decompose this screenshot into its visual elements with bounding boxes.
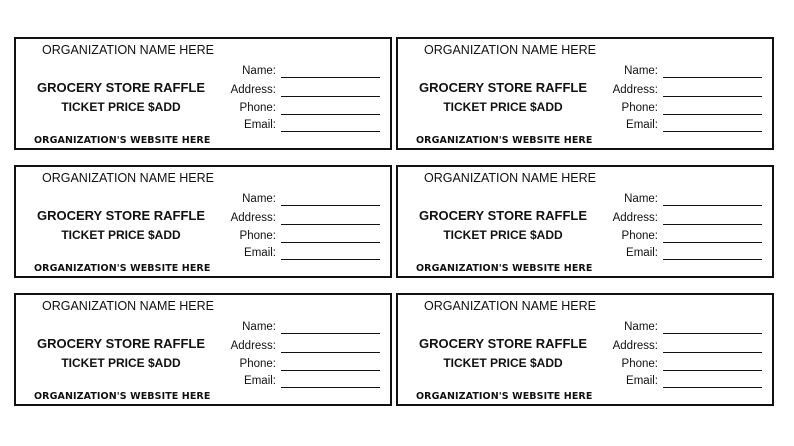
organization-website: ORGANIZATION'S WEBSITE HERE	[416, 135, 593, 146]
raffle-title: GROCERY STORE RAFFLE	[36, 80, 206, 95]
address-field-line[interactable]	[663, 340, 762, 353]
email-field-line[interactable]	[663, 247, 762, 260]
organization-name: ORGANIZATION NAME HERE	[424, 43, 597, 57]
email-field-line[interactable]	[281, 375, 380, 388]
phone-field-line[interactable]	[281, 358, 380, 371]
raffle-ticket	[14, 37, 392, 150]
email-label: Email:	[244, 375, 276, 387]
phone-field-line[interactable]	[663, 230, 762, 243]
name-label: Name:	[624, 193, 658, 205]
raffle-title: GROCERY STORE RAFFLE	[36, 208, 206, 223]
address-label: Address:	[612, 212, 658, 224]
organization-name: ORGANIZATION NAME HERE	[424, 299, 597, 313]
phone-label: Phone:	[621, 102, 658, 114]
ticket-price: TICKET PRICE $ADD	[443, 100, 563, 114]
email-field-line[interactable]	[663, 119, 762, 132]
raffle-ticket	[396, 293, 774, 406]
name-label: Name:	[624, 321, 658, 333]
organization-name: ORGANIZATION NAME HERE	[42, 43, 215, 57]
name-field-line[interactable]	[663, 65, 762, 78]
organization-website: ORGANIZATION'S WEBSITE HERE	[34, 391, 211, 402]
name-field-line[interactable]	[663, 321, 762, 334]
email-label: Email:	[626, 247, 658, 259]
address-label: Address:	[230, 84, 276, 96]
address-label: Address:	[230, 212, 276, 224]
ticket-price: TICKET PRICE $ADD	[61, 228, 181, 242]
organization-name: ORGANIZATION NAME HERE	[42, 299, 215, 313]
name-label: Name:	[242, 321, 276, 333]
phone-field-line[interactable]	[281, 230, 380, 243]
organization-website: ORGANIZATION'S WEBSITE HERE	[34, 263, 211, 274]
email-label: Email:	[244, 119, 276, 131]
organization-website: ORGANIZATION'S WEBSITE HERE	[416, 263, 593, 274]
phone-field-line[interactable]	[663, 358, 762, 371]
raffle-ticket	[14, 293, 392, 406]
organization-name: ORGANIZATION NAME HERE	[424, 171, 597, 185]
raffle-ticket	[396, 165, 774, 278]
ticket-price: TICKET PRICE $ADD	[443, 356, 563, 370]
phone-label: Phone:	[239, 230, 276, 242]
email-label: Email:	[244, 247, 276, 259]
ticket-price: TICKET PRICE $ADD	[443, 228, 563, 242]
name-label: Name:	[624, 65, 658, 77]
address-field-line[interactable]	[281, 340, 380, 353]
phone-field-line[interactable]	[663, 102, 762, 115]
raffle-ticket	[396, 37, 774, 150]
raffle-title: GROCERY STORE RAFFLE	[418, 336, 588, 351]
raffle-title: GROCERY STORE RAFFLE	[418, 80, 588, 95]
organization-website: ORGANIZATION'S WEBSITE HERE	[416, 391, 593, 402]
address-field-line[interactable]	[663, 84, 762, 97]
address-label: Address:	[230, 340, 276, 352]
email-field-line[interactable]	[281, 119, 380, 132]
phone-field-line[interactable]	[281, 102, 380, 115]
email-label: Email:	[626, 119, 658, 131]
name-label: Name:	[242, 193, 276, 205]
phone-label: Phone:	[239, 102, 276, 114]
name-field-line[interactable]	[663, 193, 762, 206]
name-field-line[interactable]	[281, 193, 380, 206]
name-field-line[interactable]	[281, 321, 380, 334]
address-field-line[interactable]	[281, 212, 380, 225]
ticket-price: TICKET PRICE $ADD	[61, 356, 181, 370]
phone-label: Phone:	[621, 358, 658, 370]
raffle-title: GROCERY STORE RAFFLE	[36, 336, 206, 351]
address-field-line[interactable]	[281, 84, 380, 97]
email-field-line[interactable]	[663, 375, 762, 388]
organization-website: ORGANIZATION'S WEBSITE HERE	[34, 135, 211, 146]
address-field-line[interactable]	[663, 212, 762, 225]
phone-label: Phone:	[239, 358, 276, 370]
email-label: Email:	[626, 375, 658, 387]
name-label: Name:	[242, 65, 276, 77]
raffle-title: GROCERY STORE RAFFLE	[418, 208, 588, 223]
email-field-line[interactable]	[281, 247, 380, 260]
raffle-ticket	[14, 165, 392, 278]
phone-label: Phone:	[621, 230, 658, 242]
address-label: Address:	[612, 84, 658, 96]
address-label: Address:	[612, 340, 658, 352]
ticket-price: TICKET PRICE $ADD	[61, 100, 181, 114]
organization-name: ORGANIZATION NAME HERE	[42, 171, 215, 185]
name-field-line[interactable]	[281, 65, 380, 78]
